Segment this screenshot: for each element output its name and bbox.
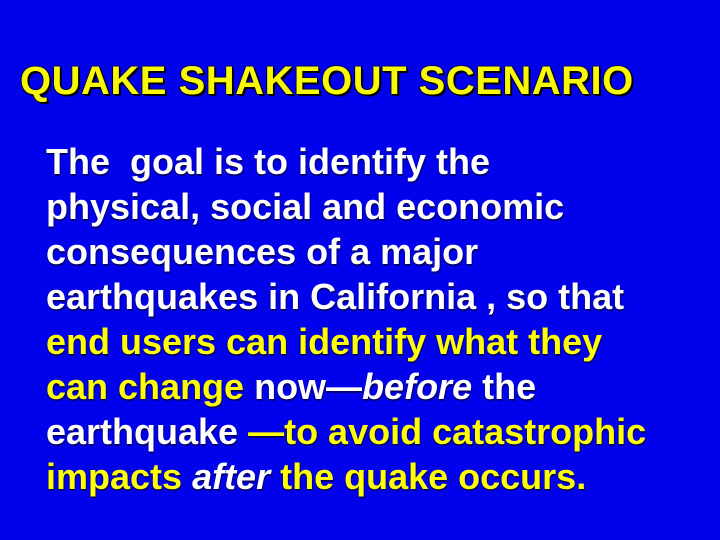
text-segment: before bbox=[362, 366, 473, 407]
text-segment: consequences of a major bbox=[46, 231, 479, 272]
slide-title: QUAKE SHAKEOUT SCENARIO bbox=[20, 59, 634, 103]
text-segment: physical, social and economic bbox=[46, 186, 565, 227]
text-segment: earthquakes in California , so that bbox=[46, 276, 625, 317]
body-line bbox=[46, 454, 706, 499]
text-segment: end users can identify what they bbox=[46, 321, 603, 362]
body-line bbox=[46, 364, 706, 409]
body-line bbox=[46, 274, 706, 319]
text-segment: the quake occurs. bbox=[270, 456, 587, 497]
text-segment: after bbox=[192, 456, 271, 497]
body-line bbox=[46, 319, 706, 364]
text-segment: the bbox=[472, 366, 537, 407]
body-line bbox=[46, 229, 706, 274]
text-segment: now— bbox=[254, 366, 363, 407]
text-segment: impacts bbox=[46, 456, 193, 497]
slide-body bbox=[46, 139, 706, 499]
text-segment: can change bbox=[46, 366, 255, 407]
body-line bbox=[46, 184, 706, 229]
body-line bbox=[46, 139, 706, 184]
text-segment: —to avoid catastrophic bbox=[248, 411, 647, 452]
text-segment: earthquake bbox=[46, 411, 249, 452]
text-segment: The goal is to identify the bbox=[46, 141, 491, 182]
body-line bbox=[46, 409, 706, 454]
